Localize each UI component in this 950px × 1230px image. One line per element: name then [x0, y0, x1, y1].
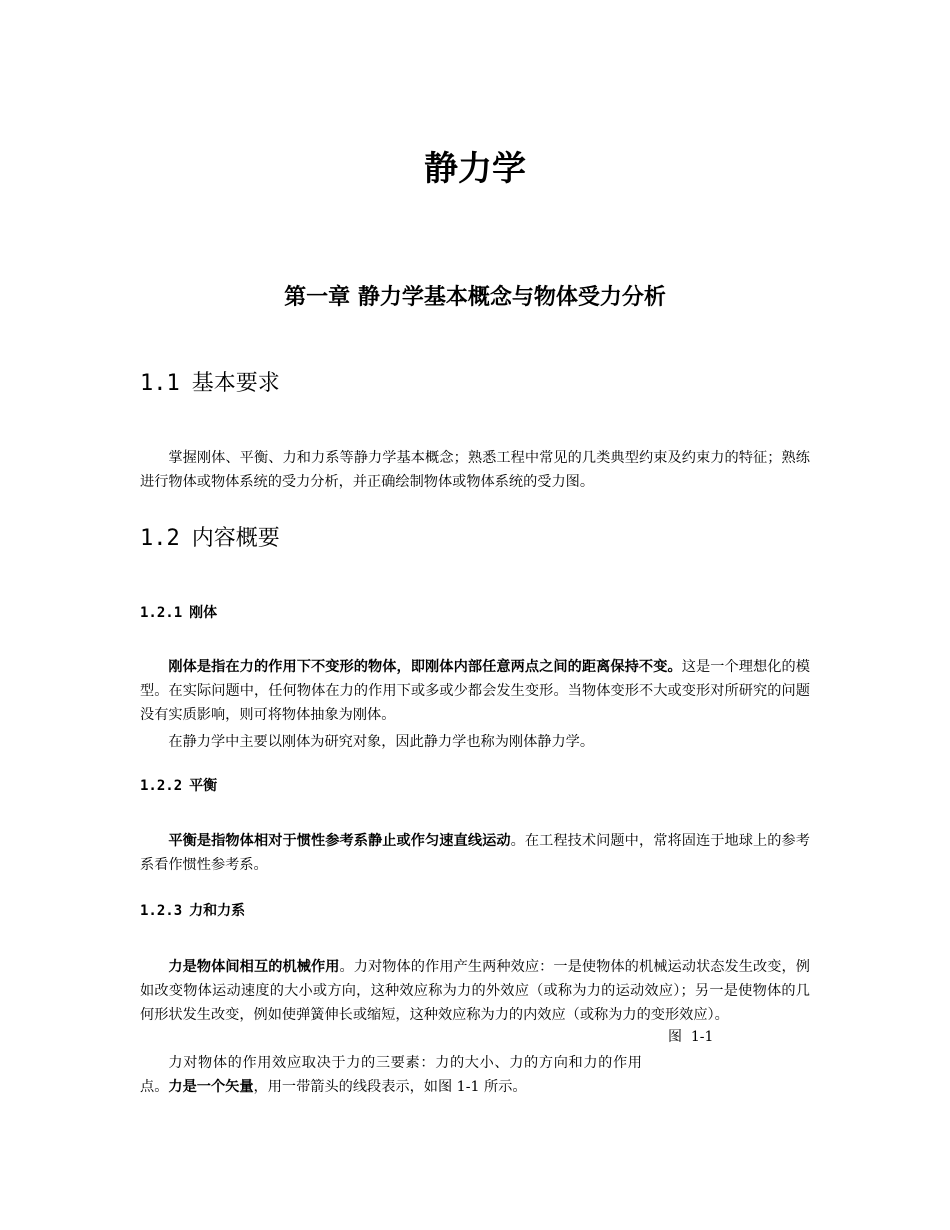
section-title: 基本要求 [191, 371, 280, 396]
rigid-body-paragraph [140, 655, 810, 727]
subsection-title: 力和力系 [189, 903, 246, 919]
subsection-title: 平衡 [189, 778, 218, 794]
force-elements-text: 力对物体的作用效应取决于力的三要素：力的大小、力的方向和力的作用点。 [140, 1055, 642, 1095]
force-elements-paragraph [140, 1051, 642, 1099]
rigid-body-explanation: 这是一个理想化的模型。在实际问题中，任何物体在力的作用下或多或少都会发生变形。当物体变形不大或变形对所研究的问题没有实质影响，则可将物体抽象为刚体。 [140, 659, 810, 723]
equilibrium-definition: 平衡是指物体相对于惯性参考系静止或作匀速直线运动 [168, 833, 511, 849]
subsection-1-2-3-heading [140, 901, 245, 921]
section-1-1-heading [140, 369, 280, 399]
section-number: 1.2 [140, 526, 180, 551]
chapter-heading: 第一章 静力学基本概念与物体受力分析 [284, 284, 666, 310]
force-effects-text: 。力对物体的作用产生两种效应：一是使物体的机械运动状态发生改变，例如改变物体运动速度的大小或方向，这种效应称为力的外效应（或称为力的运动效应）；另一是使物体的几何形状发生改变，例如使弹簧伸长或缩短，这种效应称为力的内效应（或称为力的变形效应）。 [140, 959, 810, 1023]
subsection-title: 刚体 [189, 605, 218, 621]
section-1-2-heading [140, 524, 280, 554]
force-vector-text: ，用一带箭头的线段表示，如图 1-1 所示。 [253, 1079, 527, 1095]
force-definition-paragraph [140, 955, 810, 1027]
rigid-body-statics-paragraph: 在静力学中主要以刚体为研究对象，因此静力学也称为刚体静力学。 [168, 734, 595, 750]
force-definition: 力是物体间相互的机械作用 [168, 959, 340, 975]
subsection-1-2-1-heading [140, 603, 217, 623]
rigid-body-definition: 刚体是指在力的作用下不变形的物体，即刚体内部任意两点之间的距离保持不变。 [168, 659, 682, 675]
subsection-number: 1.2.2 [140, 778, 183, 794]
equilibrium-paragraph [140, 829, 810, 877]
subsection-number: 1.2.3 [140, 903, 183, 919]
section-number: 1.1 [140, 371, 180, 396]
section-title: 内容概要 [191, 526, 280, 551]
subsection-1-2-2-heading [140, 776, 217, 796]
force-vector-statement: 力是一个矢量 [168, 1079, 254, 1095]
subsection-number: 1.2.1 [140, 605, 183, 621]
equilibrium-explanation: 。在工程技术问题中，常将固连于地球上的参考系看作惯性参考系。 [140, 833, 810, 873]
document-title: 静力学 [424, 149, 526, 189]
section-1-1-paragraph: 掌握刚体、平衡、力和力系等静力学基本概念；熟悉工程中常见的几类典型约束及约束力的特征；熟练进行物体或物体系统的受力分析，并正确绘制物体或物体系统的受力图。 [140, 450, 810, 490]
figure-caption: 图 1-1 [668, 1029, 714, 1045]
